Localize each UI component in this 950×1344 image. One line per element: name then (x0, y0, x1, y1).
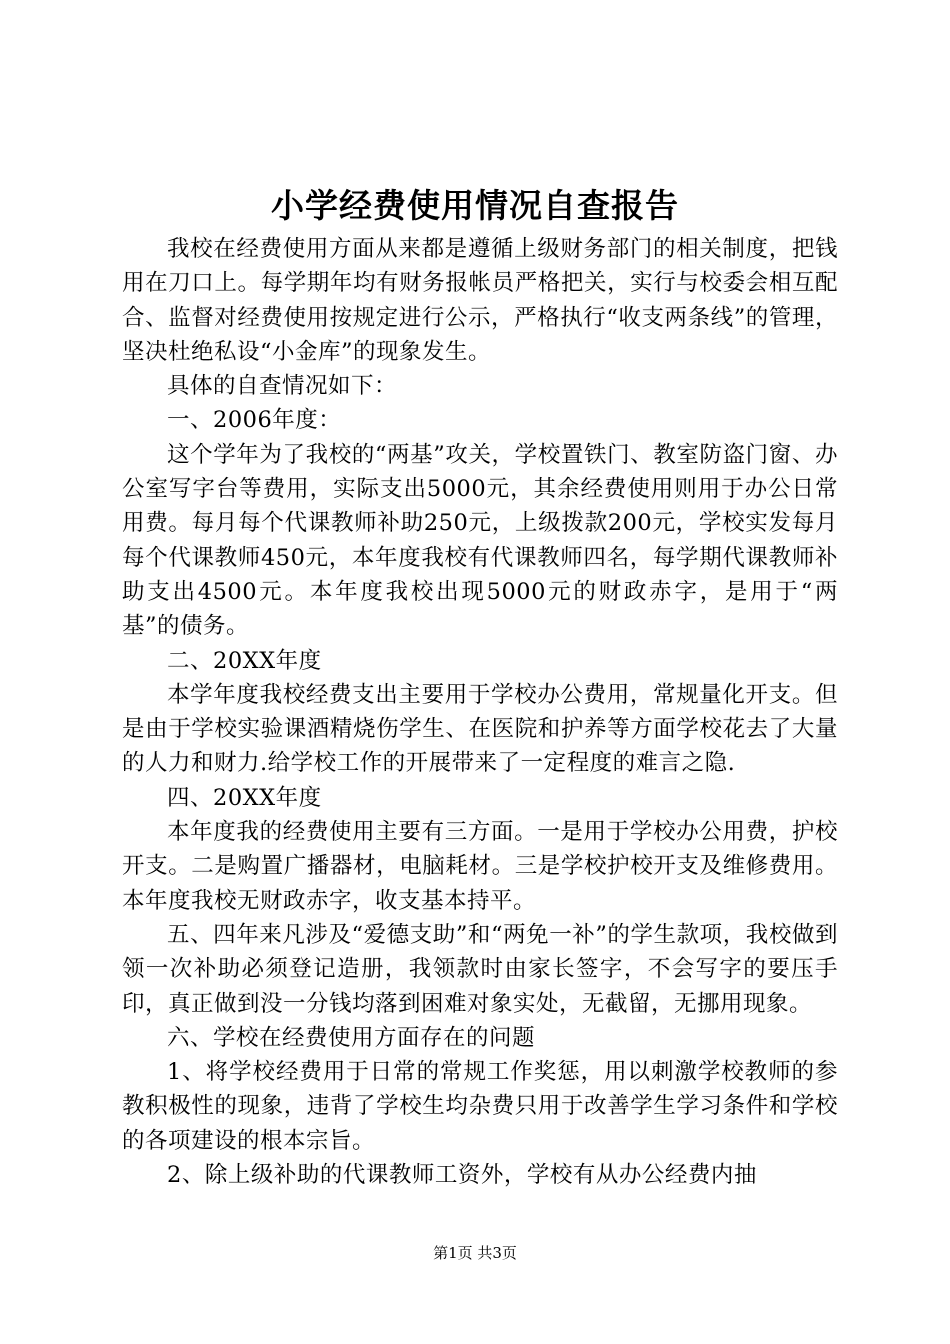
paragraph-problem-1: 1、将学校经费用于日常的常规工作奖惩，用以刺激学校教师的参教积极性的现象，违背了学校生均杂费只用于改善学生学习条件和学校的各项建设的根本宗旨。 (122, 1059, 838, 1154)
page-number-footer: 第1页 共3页 (433, 1244, 517, 1262)
section-heading-problems: 六、学校在经费使用方面存在的问题 (167, 1024, 536, 1051)
paragraph-student-funds: 五、四年来凡涉及“爱德支助”和“两免一补”的学生款项，我校做到领一次补助必须登记造册，我领款时由家长签字，不会写字的要压手印，真正做到没一分钱均落到困难对象实处，无截留，无挪用现象。 (122, 921, 838, 1017)
paragraph-year-4: 本年度我的经费使用主要有三方面。一是用于学校办公用费，护校开支。二是购置广播器材，电脑耗材。三是学校护校开支及维修费用。本年度我校无财政赤字，收支基本持平。 (122, 819, 838, 914)
document-title: 小学经费使用情况自查报告 (271, 186, 679, 225)
section-heading-2006: 一、2006年度： (167, 407, 342, 434)
paragraph-problem-2: 2、除上级补助的代课教师工资外，学校有从办公经费内抽 (167, 1162, 757, 1189)
document-body (122, 232, 838, 1192)
paragraph-year-2: 本学年度我校经费支出主要用于学校办公费用，常规量化开支。但是由于学校实验课酒精烧伤学生、在医院和护养等方面学校花去了大量的人力和财力.给学校工作的开展带来了一定程度的难言之隐. (122, 681, 838, 777)
paragraph-2006: 这个学年为了我校的“两基”攻关，学校置铁门、教室防盗门窗、办公室写字台等费用，实际支出5000元，其余经费使用则用于办公日常用费。每月每个代课教师补助250元，上级拨款200元，学校实发每月每个代课教师450元，本年度我校有代课教师四名，每学期代课教师补助支出4500元。本年度我校出现5000元的财政赤字，是用于“两基”的债务。 (122, 441, 838, 640)
paragraph-summary-lead: 具体的自查情况如下： (167, 373, 398, 400)
section-heading-year-2: 二、20XX年度 (167, 647, 322, 674)
section-heading-year-4: 四、20XX年度 (167, 784, 322, 811)
paragraph-intro: 我校在经费使用方面从来都是遵循上级财务部门的相关制度，把钱用在刀口上。每学期年均有财务报帐员严格把关，实行与校委会相互配合、监督对经费使用按规定进行公示，严格执行“收支两条线”的管理，坚决杜绝私设“小金库”的现象发生。 (122, 236, 838, 365)
